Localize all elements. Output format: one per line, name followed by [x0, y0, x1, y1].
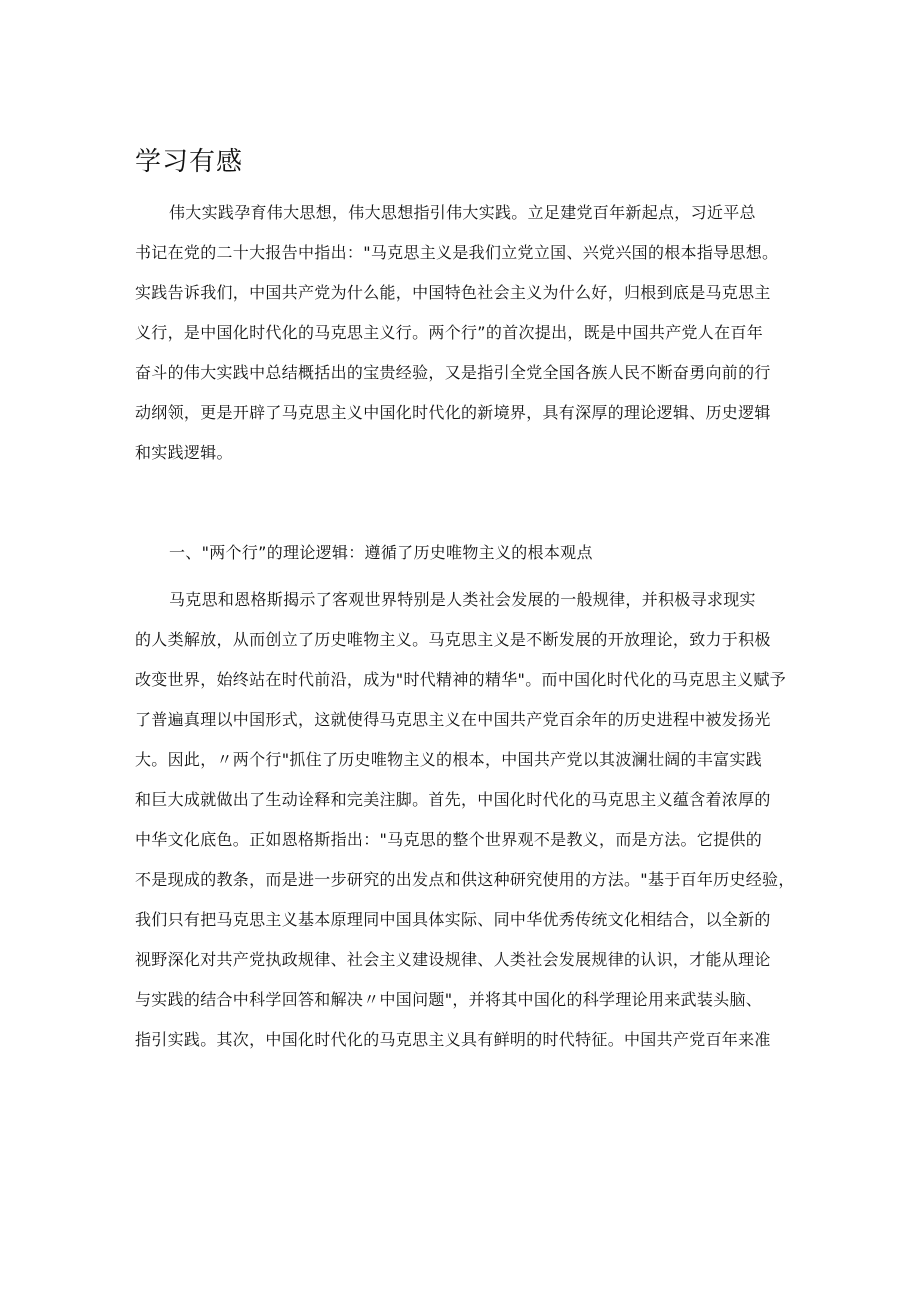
paragraph-line: 视野深化对共产党执政规律、社会主义建设规律、人类社会发展规律的认识，才能从理论	[135, 950, 771, 969]
paragraph-line: 改变世界，始终站在时代前沿，成为"时代精神的精华"。而中国化时代化的马克思主义赋予	[135, 670, 787, 689]
paragraph-line: 大。因此，〃两个行"抓住了历史唯物主义的根本，中国共产党以其波澜壮阔的丰富实践	[135, 750, 763, 769]
section-heading: 一、"两个行”的理论逻辑：遵循了历史唯物主义的根本观点	[169, 543, 593, 562]
paragraph-line: 奋斗的伟大实践中总结概括出的宝贵经验，又是指引全党全国各族人民不断奋勇向前的行	[135, 363, 771, 382]
paragraph-line: 义行，是中国化时代化的马克思主义行。两个行”的首次提出，既是中国共产党人在百年	[135, 323, 763, 342]
paragraph-line: 马克思和恩格斯揭示了客观世界特别是人类社会发展的一般规律，并积极寻求现实	[169, 590, 756, 609]
paragraph-line: 和巨大成就做出了生动诠释和完美注脚。首先，中国化时代化的马克思主义蕴含着浓厚的	[135, 790, 771, 809]
paragraph-line: 动纲领，更是开辟了马克思主义中国化时代化的新境界，具有深厚的理论逻辑、历史逻辑	[135, 403, 771, 422]
paragraph-line: 中华文化底色。正如恩格斯指出："马克思的整个世界观不是教义，而是方法。它提供的	[135, 830, 763, 849]
paragraph-line: 指引实践。其次，中国化时代化的马克思主义具有鲜明的时代特征。中国共产党百年来准	[135, 1030, 771, 1049]
paragraph-line: 伟大实践孕育伟大思想，伟大思想指引伟大实践。立足建党百年新起点，习近平总	[169, 203, 756, 222]
paragraph-line: 书记在党的二十大报告中指出："马克思主义是我们立党立国、兴党兴国的根本指导思想。	[135, 243, 779, 262]
paragraph-line: 我们只有把马克思主义基本原理同中国具体实际、同中华优秀传统文化相结合，以全新的	[135, 910, 771, 929]
paragraph-line: 了普遍真理以中国形式，这就使得马克思主义在中国共产党百余年的历史进程中被发扬光	[135, 710, 771, 729]
paragraph-line: 和实践逻辑。	[135, 443, 233, 462]
paragraph-line: 不是现成的教条，而是进一步研究的出发点和供这种研究使用的方法。"基于百年历史经验，	[135, 870, 795, 889]
paragraph-line: 与实践的结合中科学回答和解决〃中国问题"，并将其中国化的科学理论用来武装头脑、	[135, 990, 763, 1009]
paragraph-line: 的人类解放，从而创立了历史唯物主义。马克思主义是不断发展的开放理论，致力于积极	[135, 630, 771, 649]
paragraph-intro	[135, 193, 795, 473]
document-title: 学习有感	[135, 147, 244, 177]
paragraph-section1	[135, 580, 795, 1060]
paragraph-line: 实践告诉我们，中国共产党为什么能，中国特色社会主义为什么好，归根到底是马克思主	[135, 283, 771, 302]
